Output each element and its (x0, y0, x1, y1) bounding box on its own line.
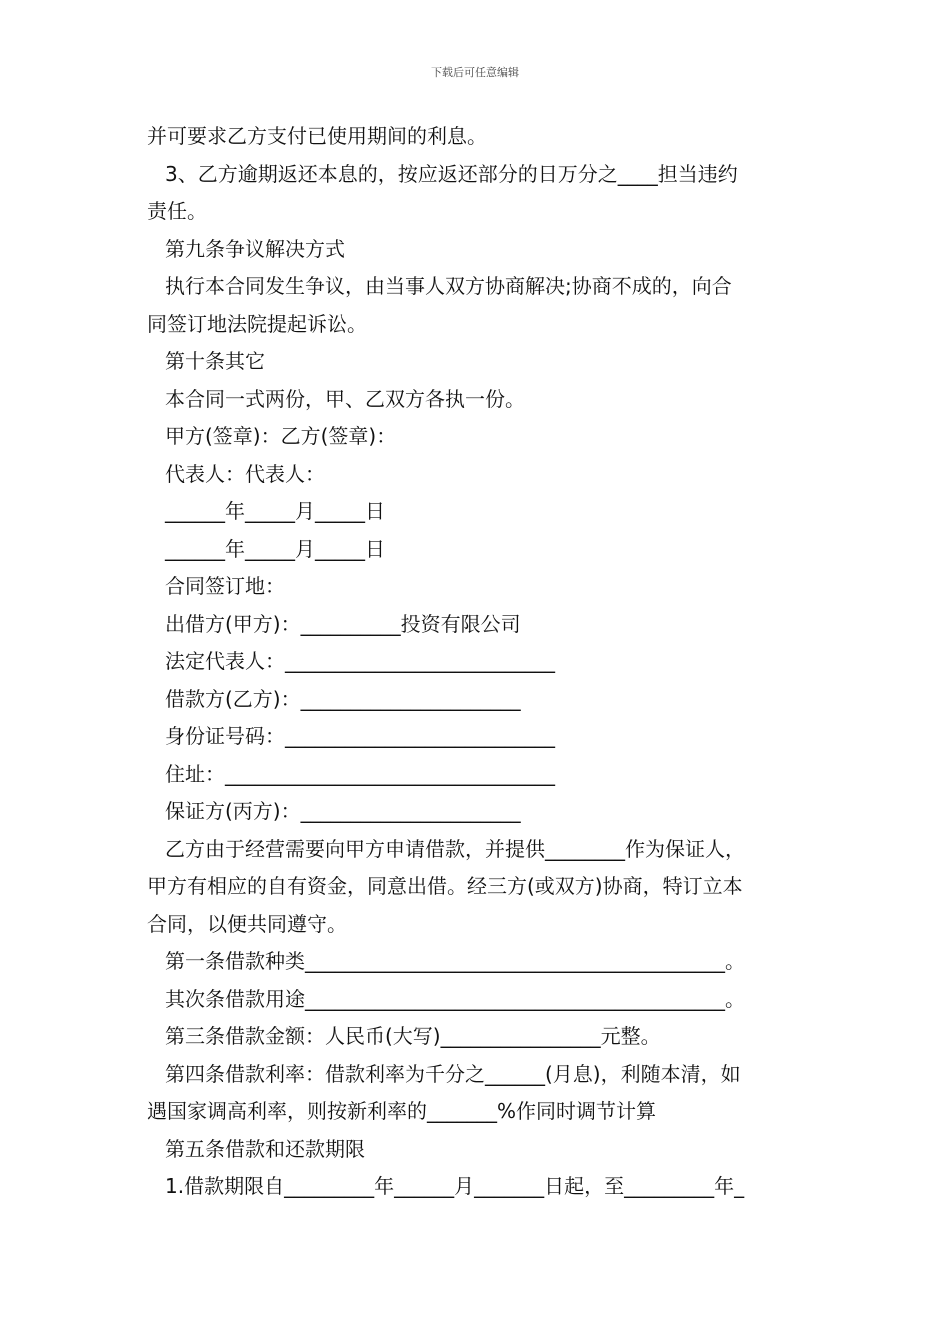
clause-line: 第一条借款种类__________________________________________。 (165, 949, 745, 973)
clause-line: 第三条借款金额：人民币(大写)________________元整。 (165, 1024, 661, 1048)
clause-line: 第四条借款利率：借款利率为千分之______(月息)，利随本清，如 (165, 1061, 741, 1086)
page-header: 下载后可任意编辑 (431, 66, 519, 79)
legal-representative-field: 法定代表人：___________________________ (165, 649, 555, 673)
document-body (147, 118, 811, 1206)
borrower-field: 借款方(乙方)：______________________ (165, 686, 521, 711)
text-line: 3、乙方逾期返还本息的，按应返还部分的日万分之____担当违约 (165, 161, 738, 186)
date-line: ______年_____月_____日 (165, 499, 385, 523)
clause-line: 其次条借款用途__________________________________________。 (165, 986, 745, 1011)
section-heading: 第十条其它 (165, 349, 265, 373)
guarantor-field: 保证方(丙方)：______________________ (165, 799, 521, 823)
id-number-field: 身份证号码：___________________________ (165, 724, 555, 748)
text-line: 责任。 (147, 199, 207, 223)
text-line: 遇国家调高利率，则按新利率的_______%作同时调节计算 (147, 1099, 657, 1123)
date-line: ______年_____月_____日 (165, 536, 385, 561)
section-heading: 第九条争议解决方式 (165, 236, 345, 261)
text-line: 本合同一式两份，甲、乙双方各执一份。 (165, 386, 525, 411)
clause-line: 1.借款期限自_________年______月_______日起，至_________年_ (165, 1174, 745, 1198)
representative-line: 代表人：代表人： (165, 461, 325, 486)
text-line: 同签订地法院提起诉讼。 (147, 311, 367, 336)
lender-field: 出借方(甲方)：__________投资有限公司 (165, 611, 521, 636)
signing-place-line: 合同签订地： (165, 574, 285, 598)
text-line: 合同，以便共同遵守。 (147, 911, 347, 936)
text-line: 执行本合同发生争议，由当事人双方协商解决;协商不成的，向合 (165, 274, 732, 298)
address-field: 住址：_________________________________ (165, 761, 555, 786)
signature-line: 甲方(签章)：乙方(签章)： (165, 424, 397, 448)
text-line: 乙方由于经营需要向甲方申请借款，并提供________作为保证人， (165, 836, 745, 861)
text-line: 并可要求乙方支付已使用期间的利息。 (147, 124, 487, 148)
section-heading: 第五条借款和还款期限 (165, 1136, 365, 1161)
text-line: 甲方有相应的自有资金，同意出借。经三方(或双方)协商，特订立本 (147, 874, 743, 898)
